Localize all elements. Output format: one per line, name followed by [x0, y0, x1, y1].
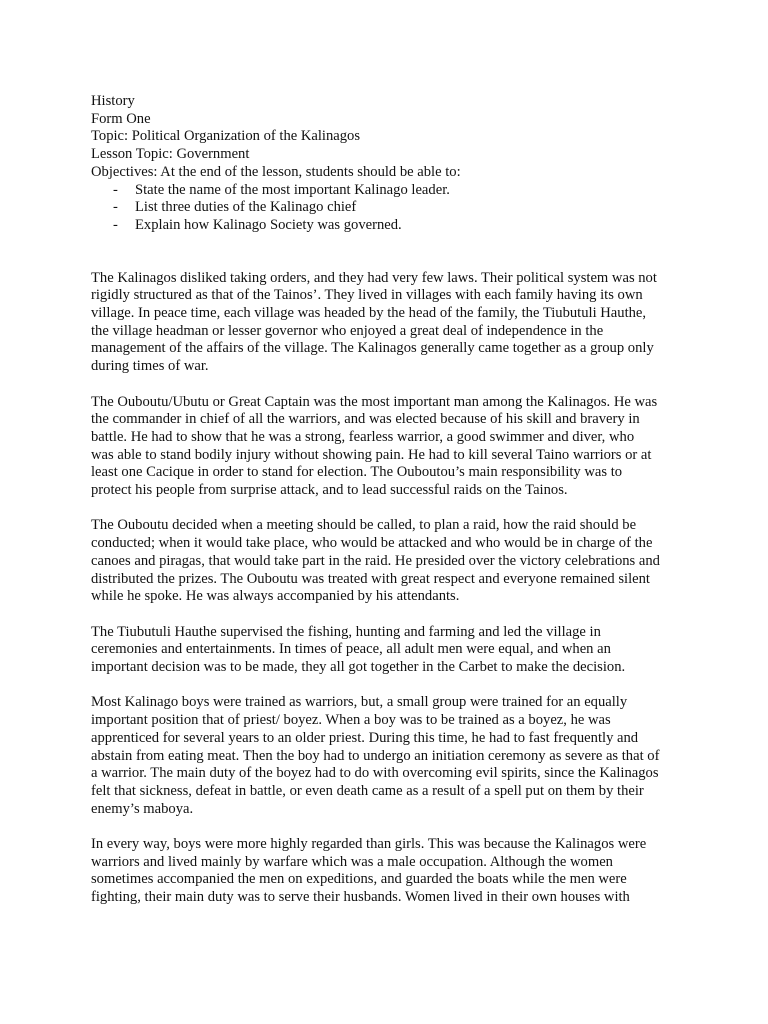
bullet-dash: -: [113, 216, 118, 233]
objective-text: State the name of the most important Kalinago leader.: [135, 181, 450, 198]
paragraph-ouboutu-duties: [91, 517, 691, 606]
text-line: management of the affairs of the village. The Kalinagos generally came together as a group only: [91, 340, 654, 357]
objective-text: List three duties of the Kalinago chief: [135, 199, 357, 216]
text-line: The Tiubutuli Hauthe supervised the fishing, hunting and farming and led the village in: [91, 623, 601, 640]
subject-line: History: [91, 93, 135, 109]
topic-line: Topic: Political Organization of the Kalinagos: [91, 128, 361, 145]
text-line: important position that of priest/ boyez. When a boy was to be trained as a boyez, he was: [91, 712, 611, 729]
text-line: canoes and piragas, that would take part in the raid. He presided over the victory celebrations and: [91, 552, 660, 569]
text-line: the village headman or lesser governor who enjoyed a great deal of independence in the: [91, 322, 604, 339]
paragraph-boys-and-girls: [91, 836, 691, 907]
text-line: apprenticed for several years to an older priest. During this time, he had to fast frequently and: [91, 729, 639, 746]
text-line: In every way, boys were more highly regarded than girls. This was because the Kalinagos were: [91, 836, 647, 853]
objective-text: Explain how Kalinago Society was governed.: [135, 216, 402, 233]
text-line: important decision was to be made, they all got together in the Carbet to make the decision.: [91, 659, 626, 676]
objective-item: [91, 217, 691, 235]
lesson-header: [91, 93, 691, 182]
text-line: Most Kalinago boys were trained as warriors, but, a small group were trained for an equally: [91, 694, 628, 711]
document-content: [91, 93, 691, 925]
text-line: rigidly structured as that of the Tainos’. They lived in villages with each family having its own: [91, 287, 643, 304]
text-line: distributed the prizes. The Ouboutu was treated with great respect and everyone remained silent: [91, 570, 650, 587]
paragraph-great-captain: [91, 394, 691, 500]
form-line: Form One: [91, 110, 151, 127]
text-line: least one Cacique in order to stand for election. The Ouboutou’s main responsibility was to: [91, 464, 623, 481]
lesson-topic-line: Lesson Topic: Government: [91, 146, 250, 163]
text-line: The Ouboutu decided when a meeting should be called, to plan a raid, how the raid should be: [91, 517, 637, 534]
text-line: during times of war.: [91, 358, 209, 375]
bullet-dash: -: [113, 199, 118, 216]
text-line: fighting, their main duty was to serve their husbands. Women lived in their own houses with: [91, 889, 630, 906]
text-line: was able to stand bodily injury without showing pain. He had to kill several Taino warriors or at: [91, 446, 652, 463]
text-line: protect his people from surprise attack, and to lead successful raids on the Tainos.: [91, 482, 568, 499]
text-line: sometimes accompanied the men on expeditions, and guarded the boats while the men were: [91, 871, 627, 888]
lesson-body: [91, 270, 691, 907]
paragraph-boyez: [91, 694, 691, 818]
text-line: while he spoke. He was always accompanied by his attendants.: [91, 588, 460, 605]
text-line: ceremonies and entertainments. In times of peace, all adult men were equal, and when an: [91, 641, 611, 658]
text-line: battle. He had to show that he was a strong, fearless warrior, a good swimmer and diver, who: [91, 428, 635, 445]
bullet-dash: -: [113, 181, 118, 198]
text-line: village. In peace time, each village was headed by the head of the family, the Tiubutuli Hauthe,: [91, 305, 647, 322]
objective-item: [91, 182, 691, 200]
text-line: warriors and lived mainly by warfare which was a male occupation. Although the women: [91, 853, 613, 870]
text-line: The Ouboutu/Ubutu or Great Captain was the most important man among the Kalinagos. He was: [91, 393, 658, 410]
objectives-list: [91, 182, 691, 235]
text-line: abstain from eating meat. Then the boy had to undergo an initiation ceremony as severe as that of: [91, 747, 660, 764]
text-line: felt that sickness, defeat in battle, or even death came as a result of a spell put on them by their: [91, 782, 644, 799]
text-line: the commander in chief of all the warriors, and was elected because of his skill and bravery in: [91, 411, 640, 428]
paragraph-tiubutuli-hauthe: [91, 624, 691, 677]
objectives-intro: Objectives: At the end of the lesson, students should be able to:: [91, 163, 461, 180]
text-line: The Kalinagos disliked taking orders, and they had very few laws. Their political system was not: [91, 269, 657, 286]
objective-item: [91, 199, 691, 217]
paragraph-political-system: [91, 270, 691, 376]
text-line: conducted; when it would take place, who would be attacked and who would be in charge of the: [91, 535, 653, 552]
text-line: a warrior. The main duty of the boyez had to do with overcoming evil spirits, since the Kalinagos: [91, 765, 659, 782]
text-line: enemy’s maboya.: [91, 800, 194, 817]
